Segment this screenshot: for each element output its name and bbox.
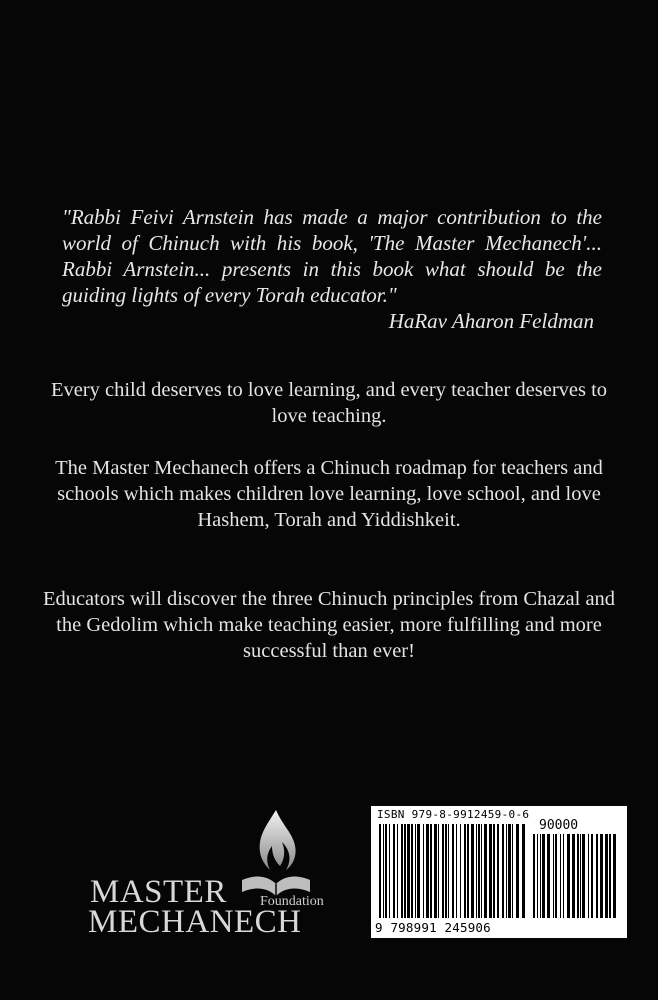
barcode-bar (563, 834, 564, 918)
logo-line-master: MASTER (90, 874, 227, 910)
barcode-bar (471, 824, 474, 918)
barcode-bar (537, 834, 538, 918)
barcode-bar (542, 834, 545, 918)
publisher-logo (86, 808, 326, 948)
barcode-bar (580, 834, 581, 918)
description-paragraph-2: The Master Mechanech offers a Chinuch roadmap for teachers and schools which makes children love learning, love school, and love Hashem, Torah and Yiddishkeit. (55, 457, 603, 531)
barcode-bar (407, 824, 410, 918)
barcode-bar (553, 834, 554, 918)
logo-line-mechanech: MECHANECH (88, 904, 302, 940)
barcode-bar (445, 824, 447, 918)
barcode-bar (506, 824, 507, 918)
isbn-barcode (371, 806, 627, 938)
barcode-bar (508, 824, 511, 918)
logo-subtitle-foundation: Foundation (260, 894, 324, 909)
barcode-bar (411, 824, 413, 918)
barcode-bar (401, 824, 403, 918)
barcode-bar (560, 834, 561, 918)
barcode-bar (502, 824, 504, 918)
barcode-bar (512, 824, 513, 918)
barcode-bar (596, 834, 598, 918)
barcode-bar (613, 834, 616, 918)
barcode-bar (609, 834, 611, 918)
price-barcode-bars (533, 834, 619, 920)
endorsement-quote (62, 204, 602, 334)
barcode-bar (423, 824, 424, 918)
barcode-bar (567, 834, 570, 918)
description-paragraph-3: Educators will discover the three Chinuch principles from Chazal and the Gedolim which make teaching easier, more fulfilling and more successful than ever! (42, 588, 616, 662)
barcode-bar (572, 834, 575, 918)
barcode-bar (426, 824, 429, 918)
barcode-bar (484, 824, 487, 918)
barcode-bar (489, 824, 492, 918)
ean-barcode-bars (379, 824, 531, 920)
barcode-bar (452, 824, 454, 918)
barcode-bar (417, 824, 420, 918)
quote-attribution: HaRav Aharon Feldman (388, 309, 594, 333)
barcode-bar (434, 824, 437, 918)
barcode-bar (404, 824, 406, 918)
barcode-bar (582, 834, 585, 918)
barcode-bar (588, 834, 589, 918)
barcode-bar (547, 834, 550, 918)
flame-book-icon (236, 808, 316, 900)
barcode-bar (497, 824, 499, 918)
barcode-bar (430, 824, 432, 918)
barcode-bar (478, 824, 480, 918)
barcode-bar (438, 824, 439, 918)
barcode-bar (464, 824, 466, 918)
barcode-bar (397, 824, 398, 918)
isbn-label: ISBN 979-8-9912459-0-6 (377, 808, 530, 821)
barcode-bar (600, 834, 603, 918)
barcode-bar (540, 834, 541, 918)
barcode-bar (389, 824, 390, 918)
barcode-bar (415, 824, 416, 918)
barcode-bar (493, 824, 495, 918)
barcode-bar (605, 834, 608, 918)
barcode-bar (591, 834, 593, 918)
barcode-bar (379, 824, 381, 918)
quote-text: "Rabbi Feivi Arnstein has made a major contribution to the world of Chinuch with his book, 'The Master Mechanech'... Rabbi Arnstein... presents in this book what should be the guiding lights of every Torah educator." (62, 205, 602, 307)
barcode-bar (460, 824, 461, 918)
barcode-bar (442, 824, 444, 918)
barcode-bar (476, 824, 477, 918)
barcode-bar (533, 834, 535, 918)
barcode-bar (448, 824, 449, 918)
barcode-bar (385, 824, 387, 918)
barcode-bar (383, 824, 384, 918)
barcode-bar (577, 834, 579, 918)
barcode-bar (456, 824, 457, 918)
barcode-bar (522, 824, 525, 918)
barcode-bar (481, 824, 482, 918)
barcode-bar (467, 824, 469, 918)
price-code: 90000 (539, 818, 579, 833)
barcode-bar (555, 834, 557, 918)
ean-digits: 9 798991 245906 (375, 920, 491, 935)
barcode-bar (516, 824, 519, 918)
description-paragraph-1: Every child deserves to love learning, and every teacher deserves to love teaching. (50, 379, 608, 427)
barcode-bar (393, 824, 395, 918)
